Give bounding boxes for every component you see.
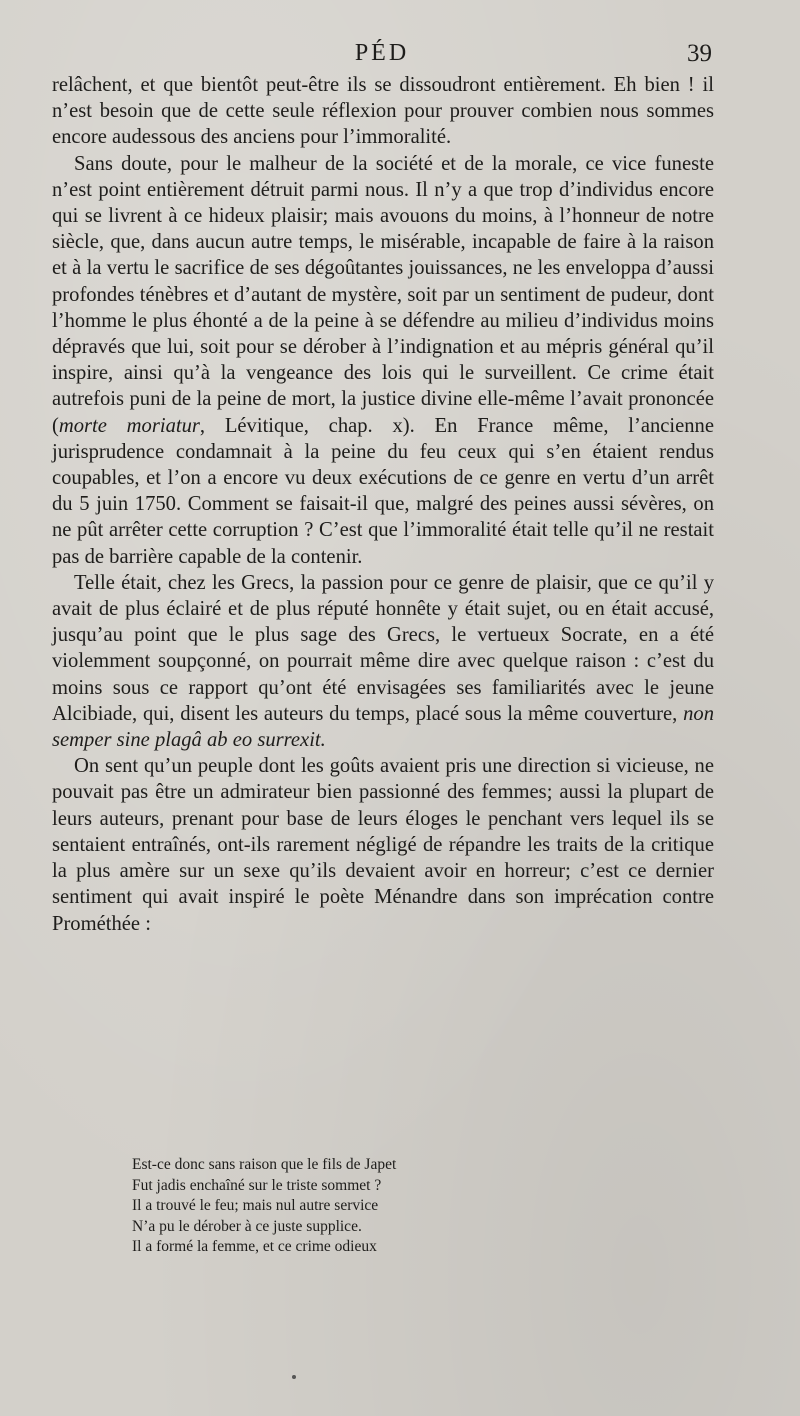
page-number: 39 (687, 40, 712, 67)
paragraph-p3 (52, 570, 714, 753)
paragraph-p1 (52, 72, 714, 151)
body-text (52, 72, 714, 937)
paper-speck (292, 1375, 296, 1379)
text-run: On sent qu’un peuple dont les goûts avaient pris une direction si vicieuse, ne pouvait pas être un admirateur bien passionné des femmes; aussi la plupart de leurs auteurs, prenant pour base de leurs éloges le penchant vers lequel ils se sentaient entraînés, ont-ils rarement négligé de répandre les traits de la critique la plus amère sur un sexe qu’ils devaient avoir en horreur; c’est ce dernier sentiment qui avait inspiré le poète Ménandre dans son imprécation contre Prométhée : (52, 755, 714, 935)
paragraph-p2 (52, 151, 714, 570)
italic-phrase: non semper sine plagâ ab eo surrexit. (52, 702, 714, 752)
verse-quotation (132, 1155, 512, 1258)
verse-line: Il a formé la femme, et ce crime odieux (132, 1238, 377, 1255)
verse-line: N’a pu le dérober à ce juste supplice. (132, 1217, 362, 1235)
text-run: Telle était, chez les Grecs, la passion pour ce genre de plaisir, que ce qu’il y avait de plus éclairé et de plus réputé honnête y était sujet, ou en était accusé, jusqu’au point que le plus sage des Grecs, le vertueux Socrate, en a été violemment soupçonné, on pourrait même dire avec quelque raison : c’est du moins sous ce rapport qu’ont été envisagées ses familiarités avec le jeune Alcibiade, qui, disent les auteurs du temps, placé sous la même couverture, (52, 571, 714, 725)
verse-line: Il a trouvé le feu; mais nul autre service (132, 1197, 379, 1214)
page-header (52, 40, 712, 74)
running-head: PÉD (354, 40, 410, 66)
verse-line: Fut jadis enchaîné sur le triste sommet ? (132, 1176, 382, 1194)
paragraph-p4 (52, 753, 714, 936)
text-run: , Lévitique, chap. x). En France même, l’ancienne jurisprudence condamnait à la peine du feu ceux qui s’en étaient rendus coupables, et l’on a encore vu deux exécutions de ce genre en vertu d’un arrêt du 5 juin 1750. Comment se faisait-il que, malgré des peines aussi sévères, on ne pût arrêter cette corruption ? C’est que l’immoralité était telle qu’il ne restait pas de barrière capable de la contenir. (52, 414, 714, 568)
italic-phrase: morte moriatur (58, 414, 200, 437)
verse-line: Est-ce donc sans raison que le fils de Japet (132, 1156, 397, 1173)
text-run: Sans doute, pour le malheur de la société et de la morale, ce vice funeste n’est point entièrement détruit parmi nous. Il n’y a que trop d’individus encore qui se livrent à ce hideux plaisir; mais avouons du moins, à l’honneur de notre siècle, que, dans aucun autre temps, le misérable, incapable de faire à la raison et à la vertu le sacrifice de ses dégoûtantes jouissances, ne les enveloppa d’aussi profondes ténèbres et d’autant de mystère, soit par un sentiment de pudeur, dont l’homme le plus éhonté a de la peine à se défendre au milieu d’individus moins dépravés que lui, soit pour se dérober à l’indignation et au mépris général qu’il inspire, ainsi qu’à la vengeance des lois qui le surveillent. Ce crime était autrefois puni de la peine de mort, la justice divine elle-même l’avait prononcée ( (52, 152, 714, 437)
text-run: relâchent, et que bientôt peut-être ils se dissoudront entièrement. Eh bien ! il n’est besoin que de cette seule réflexion pour prouver combien nous sommes encore audessous des anciens pour l’immoralité. (52, 74, 714, 149)
